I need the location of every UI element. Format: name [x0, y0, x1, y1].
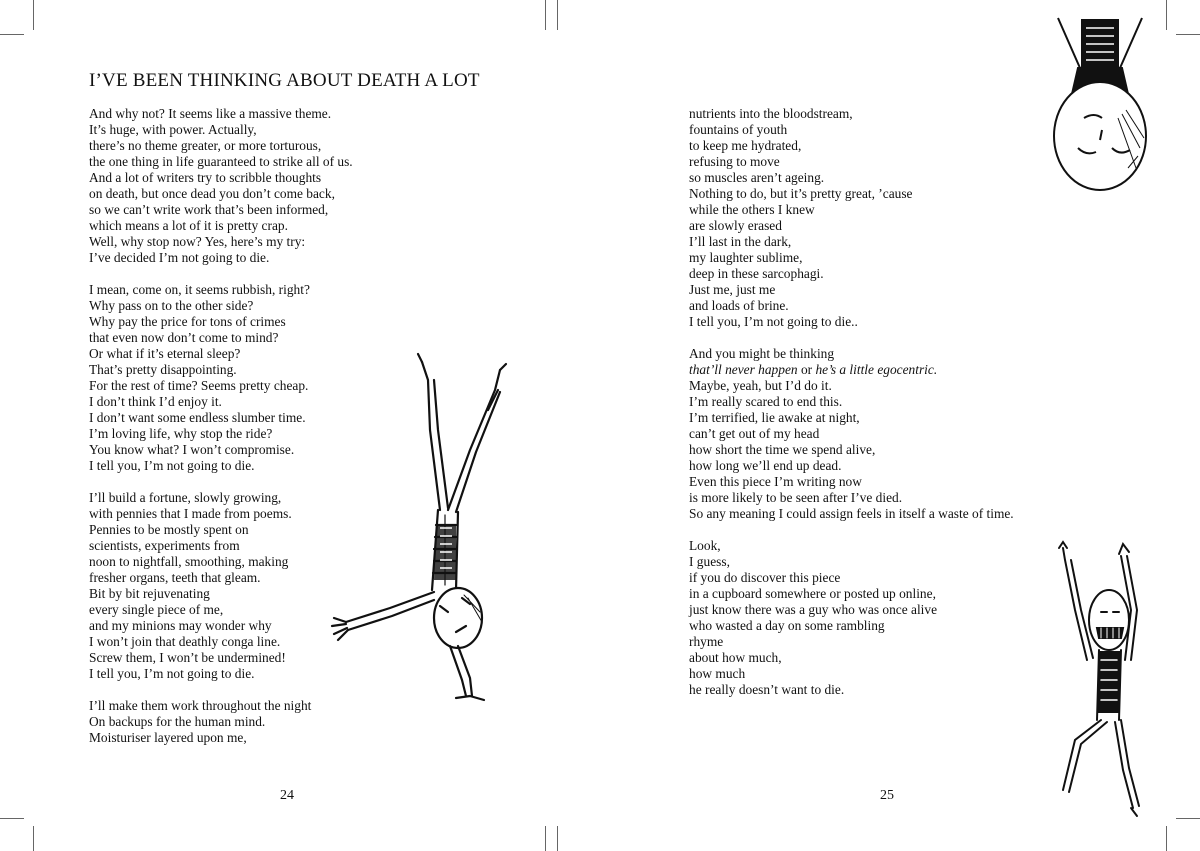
poem-line: Moisturiser layered upon me,: [89, 730, 247, 745]
poem-line: For the rest of time? Seems pretty cheap.: [89, 378, 309, 393]
poem-line: I won’t join that deathly conga line.: [89, 634, 281, 649]
poem-line: Look,: [689, 538, 721, 553]
poem-line: and loads of brine.: [689, 298, 789, 313]
poem-line: And you might be thinking: [689, 346, 835, 361]
poem-line: which means a lot of it is pretty crap.: [89, 218, 288, 233]
poem-line: And why not? It seems like a massive theme.: [89, 106, 332, 121]
poem-line: are slowly erased: [689, 218, 782, 233]
stanza-break: [89, 266, 353, 282]
stanza-break: [689, 522, 1014, 538]
poem-line: I tell you, I’m not going to die.: [89, 458, 255, 473]
poem-line: I don’t want some endless slumber time.: [89, 410, 306, 425]
poem-line: who wasted a day on some rambling: [689, 618, 885, 633]
crop-mark: [1166, 826, 1167, 851]
poem-line: scientists, experiments from: [89, 538, 240, 553]
poem-line: if you do discover this piece: [689, 570, 841, 585]
poem-line: Just me, just me: [689, 282, 776, 297]
poem-line: Well, why stop now? Yes, here’s my try:: [89, 234, 306, 249]
poem-line: nutrients into the bloodstream,: [689, 106, 853, 121]
poem-line: Why pass on to the other side?: [89, 298, 254, 313]
poem-line: can’t get out of my head: [689, 426, 820, 441]
poem-line: so we can’t write work that’s been informed,: [89, 202, 329, 217]
poem-line: to keep me hydrated,: [689, 138, 802, 153]
poem-line: fresher organs, teeth that gleam.: [89, 570, 261, 585]
poem-line: Maybe, yeah, but I’d do it.: [689, 378, 832, 393]
crop-mark: [557, 826, 558, 851]
poem-line: refusing to move: [689, 154, 780, 169]
poem-line: every single piece of me,: [89, 602, 224, 617]
poem-line: deep in these sarcophagi.: [689, 266, 824, 281]
poem-line: So any meaning I could assign feels in itself a waste of time.: [689, 506, 1014, 521]
poem-line: I mean, come on, it seems rubbish, right?: [89, 282, 310, 297]
poem-line: Pennies to be mostly spent on: [89, 522, 249, 537]
poem-line: on death, but once dead you don’t come back,: [89, 186, 335, 201]
poem-title: I’VE BEEN THINKING ABOUT DEATH A LOT: [89, 70, 480, 91]
poem-line: I’ll build a fortune, slowly growing,: [89, 490, 282, 505]
page-number: 24: [280, 788, 294, 803]
handstand-skeleton-illustration: [330, 350, 510, 710]
poem-line: On backups for the human mind.: [89, 714, 266, 729]
right-poem-text: [689, 106, 1014, 698]
crop-mark: [557, 0, 558, 30]
poem-line: You know what? I won’t compromise.: [89, 442, 295, 457]
crop-mark: [545, 826, 546, 851]
poem-line: rhyme: [689, 634, 724, 649]
poem-line: he really doesn’t want to die.: [689, 682, 845, 697]
poem-line: I don’t think I’d enjoy it.: [89, 394, 222, 409]
dangling-skeleton-illustration: [1045, 540, 1165, 820]
crop-mark: [0, 34, 24, 35]
connector-word: or: [797, 362, 816, 377]
poem-line: That’s pretty disappointing.: [89, 362, 237, 377]
poem-line: while the others I knew: [689, 202, 815, 217]
poem-line: how long we’ll end up dead.: [689, 458, 842, 473]
crop-mark: [1166, 0, 1167, 30]
crop-mark: [545, 0, 546, 30]
right-page: [600, 0, 1200, 851]
italic-phrase: that’ll never happen: [689, 362, 798, 377]
poem-line: [689, 362, 1014, 378]
poem-line: that even now don’t come to mind?: [89, 330, 279, 345]
poem-line: how short the time we spend alive,: [689, 442, 876, 457]
poem-line: I’m really scared to end this.: [689, 394, 843, 409]
crop-mark: [1176, 34, 1200, 35]
poem-line: how much: [689, 666, 746, 681]
poem-line: I’ll make them work throughout the night: [89, 698, 312, 713]
poem-line: just know there was a guy who was once alive: [689, 602, 938, 617]
left-poem-text: [89, 106, 353, 746]
crop-mark: [33, 826, 34, 851]
crop-mark: [1176, 818, 1200, 819]
poem-line: Bit by bit rejuvenating: [89, 586, 210, 601]
poem-line: Or what if it’s eternal sleep?: [89, 346, 241, 361]
stanza-break: [89, 474, 353, 490]
poem-line: there’s no theme greater, or more torturous,: [89, 138, 322, 153]
poem-line: And a lot of writers try to scribble thoughts: [89, 170, 322, 185]
poem-line: in a cupboard somewhere or posted up online,: [689, 586, 936, 601]
page-number: 25: [880, 788, 894, 803]
poem-line: noon to nightfall, smoothing, making: [89, 554, 289, 569]
stanza-break: [89, 682, 353, 698]
crop-mark: [0, 818, 24, 819]
poem-line: fountains of youth: [689, 122, 788, 137]
poem-line: I’m terrified, lie awake at night,: [689, 410, 860, 425]
poem-line: about how much,: [689, 650, 782, 665]
poem-line: Screw them, I won’t be undermined!: [89, 650, 286, 665]
poem-line: with pennies that I made from poems.: [89, 506, 292, 521]
italic-phrase: he’s a little egocentric.: [815, 362, 938, 377]
poem-line: I’m loving life, why stop the ride?: [89, 426, 273, 441]
poem-line: Why pay the price for tons of crimes: [89, 314, 286, 329]
poem-line: I tell you, I’m not going to die.: [89, 666, 255, 681]
poem-line: I’ll last in the dark,: [689, 234, 792, 249]
poem-line: I’ve decided I’m not going to die.: [89, 250, 270, 265]
poem-line: my laughter sublime,: [689, 250, 803, 265]
poem-line: Nothing to do, but it’s pretty great, ’cause: [689, 186, 913, 201]
poem-line: is more likely to be seen after I’ve died.: [689, 490, 903, 505]
poem-line: so muscles aren’t ageing.: [689, 170, 825, 185]
crop-mark: [33, 0, 34, 30]
poem-line: Even this piece I’m writing now: [689, 474, 862, 489]
hanging-head-illustration: [1040, 18, 1160, 198]
poem-line: I guess,: [689, 554, 730, 569]
poem-line: and my minions may wonder why: [89, 618, 272, 633]
poem-line: It’s huge, with power. Actually,: [89, 122, 257, 137]
poem-line: I tell you, I’m not going to die..: [689, 314, 858, 329]
poem-line: the one thing in life guaranteed to strike all of us.: [89, 154, 353, 169]
stanza-break: [689, 330, 1014, 346]
